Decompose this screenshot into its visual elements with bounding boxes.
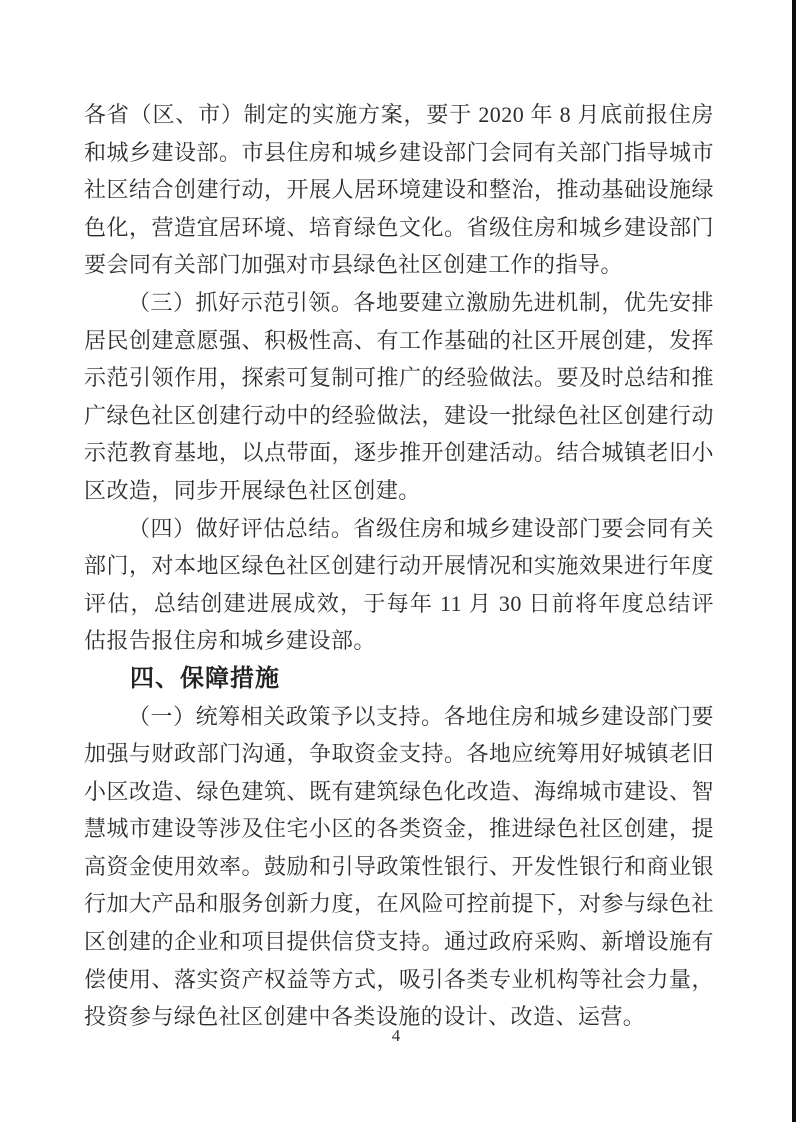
paragraph-item-four: （四）做好评估总结。省级住房和城乡建设部门要会同有关部门，对本地区绿色社区创建行动开展情况和实施效果进行年度评估，总结创建进展成效，于每年 11 月 30 日前将年度总结评估报告报住房和城乡建设部。 (84, 515, 714, 654)
scan-edge-line (792, 0, 796, 1122)
section-heading: 四、保障措施 (130, 664, 280, 692)
paragraph-item-three: （三）抓好示范引领。各地要建立激励先进机制，优先安排居民创建意愿强、积极性高、有工作基础的社区开展创建，发挥示范引领作用，探索可复制可推广的经验做法。要及时总结和推广绿色社区创建行动中的经验做法，建设一批绿色社区创建行动示范教育基地，以点带面，逐步推开创建活动。结合城镇老旧小区改造，同步开展绿色社区创建。 (84, 289, 714, 503)
paragraph-item-one: （一）统筹相关政策予以支持。各地住房和城乡建设部门要加强与财政部门沟通，争取资金支持。各地应统筹用好城镇老旧小区改造、绿色建筑、既有建筑绿色化改造、海绵城市建设、智慧城市建设等涉及住宅小区的各类资金，推进绿色社区创建，提高资金使用效率。鼓励和引导政策性银行、开发性银行和商业银行加大产品和服务创新力度，在风险可控前提下，对参与绿色社区创建的企业和项目提供信贷支持。通过政府采购、新增设施有偿使用、落实资产权益等方式，吸引各类专业机构等社会力量，投资参与绿色社区创建中各类设施的设计、改造、运营。 (84, 703, 714, 1030)
paragraph-continuation: 各省（区、市）制定的实施方案，要于 2020 年 8 月底前报住房和城乡建设部。市县住房和城乡建设部门会同有关部门指导城市社区结合创建行动，开展人居环境建设和整治，推动基础设施绿色化，营造宜居环境、培育绿色文化。省级住房和城乡建设部门要会同有关部门加强对市县绿色社区创建工作的指导。 (84, 102, 714, 278)
page-content (84, 96, 714, 1036)
page-number: 4 (391, 1026, 401, 1045)
